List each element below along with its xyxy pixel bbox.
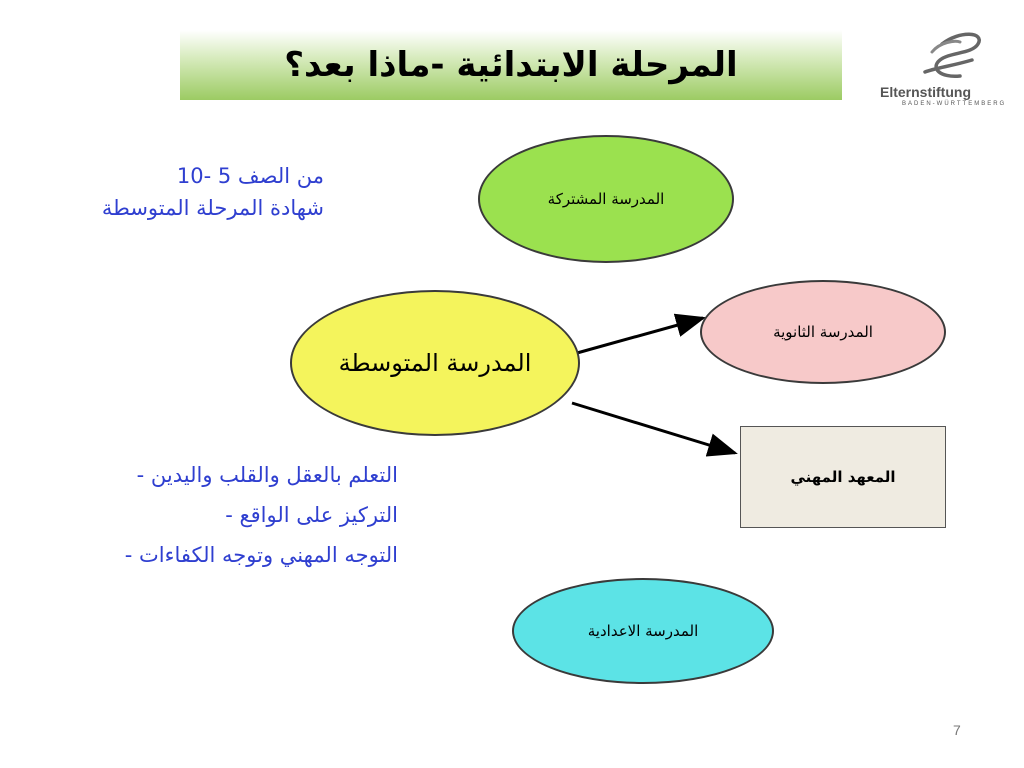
slide-title: المرحلة الابتدائية -ماذا بعد؟ (284, 45, 738, 85)
node-preparatory-school (512, 578, 774, 684)
arrow-to-vocational (572, 403, 735, 453)
node-preparatory-school-label: المدرسة الاعدادية (587, 622, 699, 640)
node-vocational-institute (740, 426, 946, 528)
grade-range-line: من الصف 5 -10 (176, 164, 324, 188)
node-common-school (478, 135, 734, 263)
logo-name: Elternstiftung (880, 84, 971, 100)
certificate-line: شهادة المرحلة المتوسطة (101, 196, 324, 220)
feature-item: التوجه المهني وتوجه الكفاءات - (124, 543, 398, 567)
node-center-label: المدرسة المتوسطة (338, 349, 532, 377)
arrow-to-secondary (577, 318, 703, 353)
logo-subtitle: BADEN-WÜRTTEMBERG (902, 101, 1007, 107)
feature-item: التعلم بالعقل والقلب واليدين - (136, 463, 398, 487)
feature-item: التركيز على الواقع - (225, 503, 398, 527)
node-common-school-label: المدرسة المشتركة (547, 190, 665, 208)
page-number: 7 (953, 722, 961, 738)
node-center-intermediate-school (290, 290, 580, 436)
node-secondary-school-label: المدرسة الثانوية (773, 323, 873, 341)
node-secondary-school (700, 280, 946, 384)
node-vocational-institute-label: المعهد المهني (790, 468, 896, 486)
